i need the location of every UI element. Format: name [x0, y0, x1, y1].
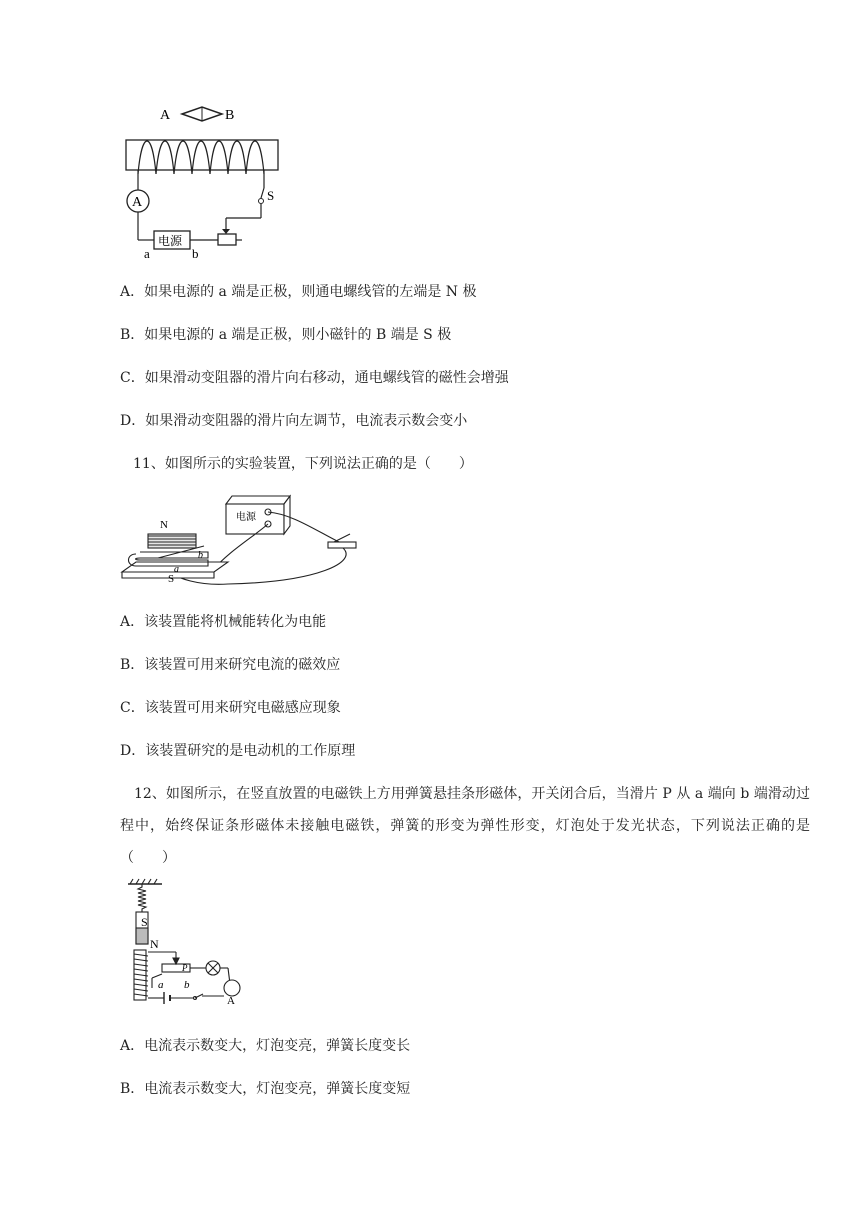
- coil-turns: [138, 141, 264, 174]
- slider-p-label: P: [182, 963, 188, 973]
- rod-b-label: b: [198, 550, 203, 561]
- magnet-n-label: N: [150, 937, 159, 951]
- rheostat-icon: [218, 234, 236, 245]
- magnet-s-label: S: [168, 573, 175, 585]
- q11-option-d: D．该装置研究的是电动机的工作原理: [120, 743, 356, 759]
- solenoid-circuit-figure: [120, 100, 290, 260]
- terminal-a-label: a: [158, 979, 164, 991]
- q12-option-a: A．电流表示数变大，灯泡变亮，弹簧长度变长: [120, 1038, 411, 1054]
- q11-option-a: A．该装置能将机械能转化为电能: [120, 614, 327, 630]
- terminal-a-label: a: [144, 246, 150, 260]
- terminal-b-label: b: [184, 979, 190, 991]
- q10-option-d: D．如果滑动变阻器的滑片向左调节，电流表示数会变小: [120, 413, 468, 429]
- spring-icon: [138, 884, 146, 912]
- rod-a-label: a: [174, 564, 179, 575]
- q10-option-b: B．如果电源的 a 端是正极，则小磁针的 B 端是 S 极: [120, 327, 452, 343]
- ammeter-icon: [224, 980, 240, 996]
- ammeter-label: A: [227, 995, 235, 1006]
- power-box-label: 电源: [158, 234, 183, 248]
- q12-stem: [120, 778, 810, 874]
- q11-option-c: C．该装置可用来研究电磁感应现象: [120, 700, 341, 716]
- power-supply-box: [226, 496, 290, 504]
- q11-stem: 11、如图所示的实验装置，下列说法正确的是（ ）: [133, 456, 473, 472]
- q12-stem-text: 12、如图所示，在竖直放置的电磁铁上方用弹簧悬挂条形磁体，开关闭合后，当滑片 P 从 a 端向 b 端滑动过程中，始终保证条形磁体未接触电磁铁，弹簧的形变为弹性形变，灯泡处于发光状态，下列说法正确的是（ ）: [120, 786, 810, 866]
- motor-experiment-figure: [118, 492, 368, 592]
- q10-option-c: C．如果滑动变阻器的滑片向右移动，通电螺线管的磁性会增强: [120, 370, 509, 386]
- ammeter-label: A: [132, 195, 143, 210]
- electromagnet-spring-figure: [124, 878, 254, 1006]
- label-a-top: A: [160, 108, 171, 123]
- solenoid-core: [126, 140, 278, 170]
- magnet-s-label: S: [141, 915, 148, 929]
- q12-option-b: B．电流表示数变大，灯泡变亮，弹簧长度变短: [120, 1081, 411, 1097]
- label-b-top: B: [225, 108, 235, 123]
- q10-option-a: A．如果电源的 a 端是正极，则通电螺线管的左端是 N 极: [120, 284, 477, 300]
- q11-option-b: B．该装置可用来研究电流的磁效应: [120, 657, 341, 673]
- magnet-n-label: N: [160, 519, 168, 531]
- switch-icon: [328, 542, 356, 548]
- power-box-label: 电源: [236, 512, 256, 523]
- switch-label: S: [267, 188, 275, 203]
- terminal-b-label: b: [192, 246, 199, 260]
